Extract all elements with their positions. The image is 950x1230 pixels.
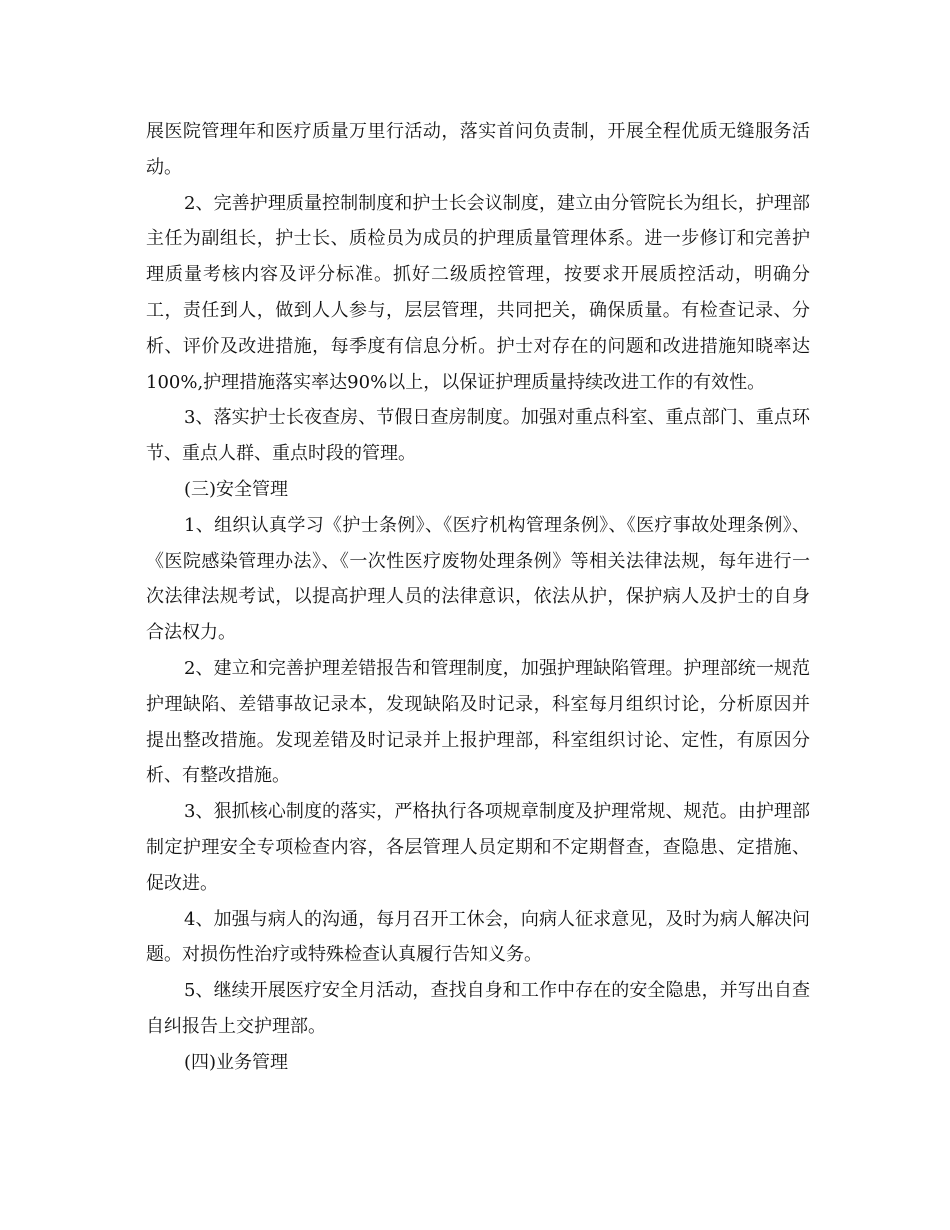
document-page [146,114,810,1081]
paragraph-item-4-patient-communication: 4、加强与病人的沟通，每月召开工休会，向病人征求意见，及时为病人解决问题。对损伤性治疗或特殊检查认真履行告知义务。 [146,908,810,966]
paragraph-item-2-quality-control: 2、完善护理质量控制制度和护士长会议制度，建立由分管院长为组长，护理部主任为副组长，护士长、质检员为成员的护理质量管理体系。进一步修订和完善护理质量考核内容及评分标准。抓好二级质控管理，按要求开展质控活动，明确分工，责任到人，做到人人参与，层层管理，共同把关，确保质量。有检查记录、分析、评价及改进措施，每季度有信息分析。护士对存在的问题和改进措施知晓率达100%,护理措施落实率达90%以上，以保证护理质量持续改进工作的有效性。 [146,192,810,393]
section-heading-safety-management: (三)安全管理 [184,478,289,500]
paragraph-item-1-legal-study: 1、组织认真学习《护士条例》、《医疗机构管理条例》、《医疗事故处理条例》、《医院感染管理办法》、《一次性医疗废物处理条例》等相关法律法规，每年进行一次法律法规考试，以提高护理人员的法律意识，依法从护，保护病人及护士的自身合法权力。 [146,514,810,644]
paragraph-continuation: 展医院管理年和医疗质量万里行活动，落实首问负责制，开展全程优质无缝服务活动。 [146,121,810,178]
section-heading-business-management: (四)业务管理 [184,1051,289,1073]
paragraph-item-2-error-reporting: 2、建立和完善护理差错报告和管理制度，加强护理缺陷管理。护理部统一规范护理缺陷、差错事故记录本，发现缺陷及时记录，科室每月组织讨论，分析原因并提出整改措施。发现差错及时记录并上报护理部，科室组织讨论、定性，有原因分析、有整改措施。 [146,657,810,787]
paragraph-item-5-safety-month: 5、继续开展医疗安全月活动，查找自身和工作中存在的安全隐患，并写出自查自纠报告上交护理部。 [146,980,810,1037]
paragraph-item-3-core-system: 3、狠抓核心制度的落实，严格执行各项规章制度及护理常规、规范。由护理部制定护理安全专项检查内容，各层管理人员定期和不定期督查，查隐患、定措施、促改进。 [146,801,810,894]
paragraph-item-3-night-rounds: 3、落实护士长夜查房、节假日查房制度。加强对重点科室、重点部门、重点环节、重点人群、重点时段的管理。 [146,407,810,465]
